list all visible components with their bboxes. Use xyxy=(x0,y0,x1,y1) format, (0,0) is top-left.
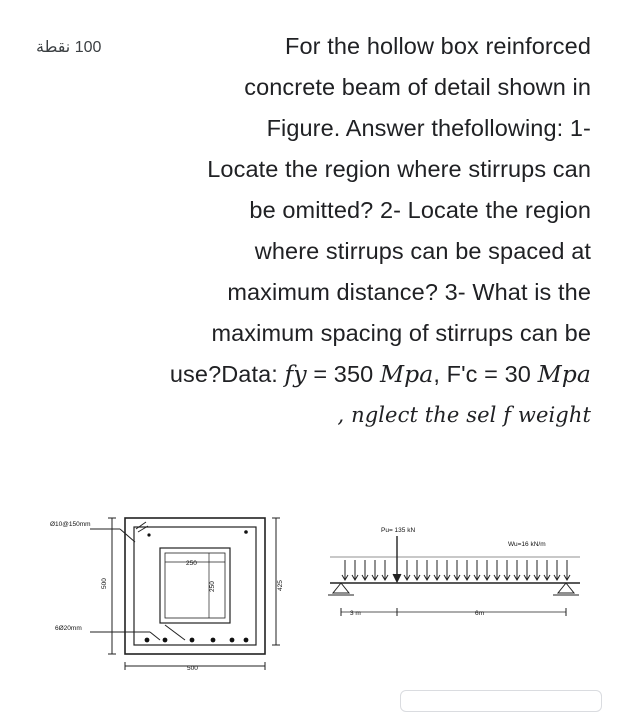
height-label: 500 xyxy=(101,578,108,589)
beam-elevation xyxy=(328,536,580,616)
stirrup-outline xyxy=(134,527,256,645)
question-text xyxy=(111,26,591,436)
question-line: concrete beam of detail shown in xyxy=(244,74,591,100)
point-load-label: Pu= 135 kN xyxy=(381,527,416,534)
inner-height-label: 250 xyxy=(209,581,216,592)
fy-value: = 350 xyxy=(306,361,380,387)
diagonal-dim xyxy=(165,625,185,640)
udl-arrows xyxy=(330,557,580,580)
question-line: maximum spacing of stirrups can be xyxy=(211,320,591,346)
question-line: where stirrups can be spaced at xyxy=(254,238,591,264)
points-label: 100 نقطة xyxy=(36,39,102,56)
width-label: 500 xyxy=(187,665,198,672)
fc-text: , F'c = 30 xyxy=(433,361,538,387)
fy-unit: Mpa xyxy=(379,360,434,388)
stirrup-label: Ø10@150mm xyxy=(50,521,91,528)
fc-unit: Mpa xyxy=(537,360,591,388)
outer-section xyxy=(125,518,265,654)
fy-symbol: fy xyxy=(284,360,307,388)
question-line: Locate the region where stirrups can xyxy=(207,156,591,182)
question-line: be omitted? 2- Locate the region xyxy=(249,197,591,223)
data-prefix: use?Data: xyxy=(169,361,285,387)
right-span-label: 6m xyxy=(475,610,485,617)
question-note-line: , nglect the sel f weight xyxy=(337,403,591,427)
right-support xyxy=(558,583,574,593)
cross-section-drawing xyxy=(90,518,280,670)
left-span-label: 3 m xyxy=(350,610,361,617)
udl-label: Wu=16 kN/m xyxy=(508,541,546,548)
bars-label: 6Ø20mm xyxy=(55,625,82,632)
question-data-line xyxy=(111,354,591,395)
beam-figure xyxy=(0,480,625,690)
question-line: Figure. Answer thefollowing: 1- xyxy=(266,115,591,141)
inner-width-label: 250 xyxy=(186,560,197,567)
depth-label: 425 xyxy=(277,580,284,591)
left-support xyxy=(333,583,349,593)
question-line: maximum distance? 3- What is the xyxy=(227,279,591,305)
question-line: For the hollow box reinforced xyxy=(285,33,591,59)
answer-box[interactable] xyxy=(400,690,602,712)
